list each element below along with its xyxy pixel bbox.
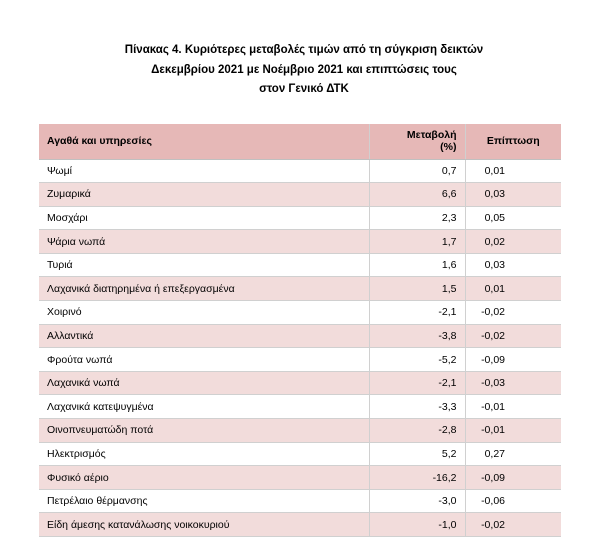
row-item-name: Φυσικό αέριο (39, 466, 369, 490)
row-change-value: 1,7 (369, 230, 465, 254)
header-change-line-1: Μεταβολή (406, 129, 457, 142)
table-header-row (39, 124, 561, 159)
table-row (39, 371, 561, 395)
table-row (39, 277, 561, 301)
table-row (39, 206, 561, 230)
table-title-line-1: Πίνακας 4. Κυριότερες μεταβολές τιμών από τη σύγκριση δεικτών (124, 44, 484, 56)
table-row (39, 395, 561, 419)
row-impact-value: 0,01 (465, 159, 561, 183)
table-row (39, 324, 561, 348)
table-row (39, 513, 561, 537)
row-change-value: -1,0 (369, 513, 465, 537)
table-title (0, 41, 608, 100)
table-row (39, 301, 561, 325)
row-impact-value: -0,01 (465, 419, 561, 443)
row-item-name: Λαχανικά κατεψυγμένα (39, 395, 369, 419)
row-change-value: -5,2 (369, 348, 465, 372)
row-impact-value: 0,02 (465, 230, 561, 254)
row-item-name: Τυριά (39, 253, 369, 277)
row-item-name: Ηλεκτρισμός (39, 442, 369, 466)
row-change-value: -2,1 (369, 371, 465, 395)
row-item-name: Αλλαντικά (39, 324, 369, 348)
row-item-name: Λαχανικά διατηρημένα ή επεξεργασμένα (39, 277, 369, 301)
row-impact-value: 0,05 (465, 206, 561, 230)
row-item-name: Πετρέλαιο θέρμανσης (39, 489, 369, 513)
header-impact: Επίπτωση (465, 124, 561, 159)
row-change-value: 2,3 (369, 206, 465, 230)
table-body (39, 159, 561, 537)
row-impact-value: 0,03 (465, 253, 561, 277)
header-change-line-2: (%) (440, 141, 457, 154)
table-row (39, 466, 561, 490)
table-row (39, 159, 561, 183)
row-item-name: Λαχανικά νωπά (39, 371, 369, 395)
row-item-name: Είδη άμεσης κατανάλωσης νοικοκυριού (39, 513, 369, 537)
table-row (39, 442, 561, 466)
row-item-name: Χοιρινό (39, 301, 369, 325)
row-impact-value: -0,02 (465, 301, 561, 325)
row-impact-value: -0,09 (465, 466, 561, 490)
table-title-line-3: στον Γενικό ΔΤΚ (259, 83, 349, 95)
row-impact-value: -0,01 (465, 395, 561, 419)
row-impact-value: -0,03 (465, 371, 561, 395)
row-impact-value: -0,06 (465, 489, 561, 513)
row-impact-value: 0,03 (465, 183, 561, 207)
table-title-line-2: Δεκεμβρίου 2021 με Νοέμβριο 2021 και επιπτώσεις τους (151, 63, 457, 76)
row-item-name: Ζυμαρικά (39, 183, 369, 207)
row-impact-value: 0,27 (465, 442, 561, 466)
row-change-value: 5,2 (369, 442, 465, 466)
table-row (39, 230, 561, 254)
row-item-name: Φρούτα νωπά (39, 348, 369, 372)
row-change-value: -3,0 (369, 489, 465, 513)
row-change-value: 6,6 (369, 183, 465, 207)
table-row (39, 489, 561, 513)
row-impact-value: -0,09 (465, 348, 561, 372)
row-item-name: Ψάρια νωπά (39, 230, 369, 254)
row-item-name: Οινοπνευματώδη ποτά (39, 419, 369, 443)
header-change (369, 124, 465, 159)
table-row (39, 348, 561, 372)
table-row (39, 419, 561, 443)
row-change-value: -3,8 (369, 324, 465, 348)
price-changes-table (39, 124, 561, 537)
row-change-value: -2,8 (369, 419, 465, 443)
row-change-value: 0,7 (369, 159, 465, 183)
row-change-value: -3,3 (369, 395, 465, 419)
row-item-name: Μοσχάρι (39, 206, 369, 230)
row-impact-value: -0,02 (465, 513, 561, 537)
table-row (39, 253, 561, 277)
header-item: Αγαθά και υπηρεσίες (39, 124, 369, 159)
row-impact-value: 0,01 (465, 277, 561, 301)
row-impact-value: -0,02 (465, 324, 561, 348)
table-row (39, 183, 561, 207)
row-item-name: Ψωμί (39, 159, 369, 183)
row-change-value: -2,1 (369, 301, 465, 325)
row-change-value: 1,5 (369, 277, 465, 301)
row-change-value: -16,2 (369, 466, 465, 490)
row-change-value: 1,6 (369, 253, 465, 277)
